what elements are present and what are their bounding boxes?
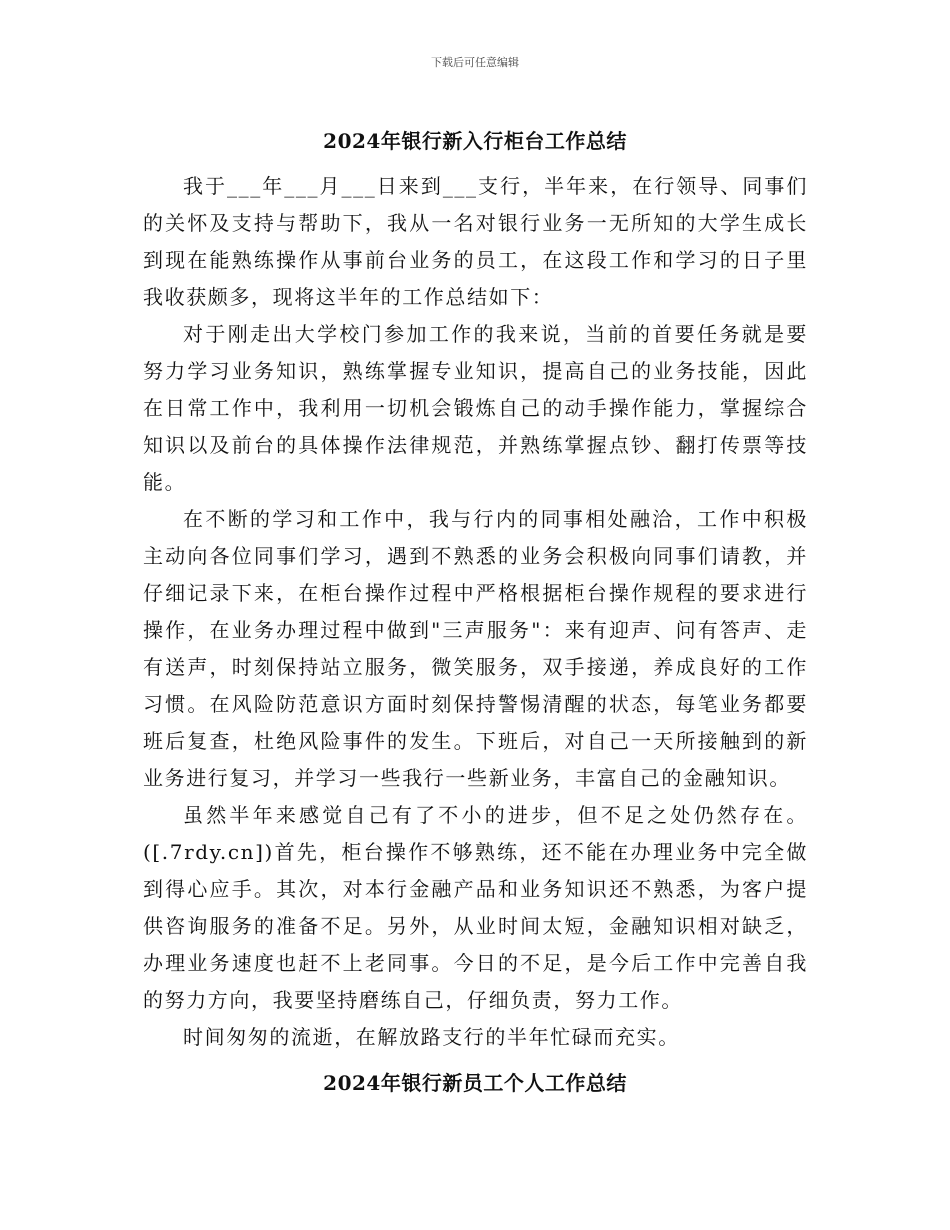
header-note: 下载后可任意编辑 — [431, 56, 519, 69]
document-body — [143, 168, 808, 1056]
paragraph-closing: 时间匆匆的流逝，在解放路支行的半年忙碌而充实。 — [183, 1025, 680, 1049]
paragraph-study: 对于刚走出大学校门参加工作的我来说，当前的首要任务就是要努力学习业务知识，熟练掌握专业知识，提高自己的业务技能，因此在日常工作中，我利用一切机会锻炼自己的动手操作能力，掌握综合知识以及前台的具体操作法律规范，并熟练掌握点钞、翻打传票等技能。 — [143, 322, 808, 494]
paragraph-shortcomings: 虽然半年来感觉自己有了不小的进步，但不足之处仍然存在。([.7rdy.cn])首先，柜台操作不够熟练，还不能在办理业务中完全做到得心应手。其次，对本行金融产品和业务知识还不熟悉，为客户提供咨询服务的准备不足。另外，从业时间太短，金融知识相对缺乏，办理业务速度也赶不上老同事。今日的不足，是今后工作中完善自我的努力方向，我要坚持磨练自己，仔细负责，努力工作。 — [143, 803, 808, 1012]
paragraph-intro: 我于___年___月___日来到___支行，半年来，在行领导、同事们的关怀及支持与帮助下，我从一名对银行业务一无所知的大学生成长到现在能熟练操作从事前台业务的员工，在这段工作和学习的日子里我收获颇多，现将这半年的工作总结如下： — [143, 174, 808, 309]
paragraph-work: 在不断的学习和工作中，我与行内的同事相处融洽，工作中积极主动向各位同事们学习，遇到不熟悉的业务会积极向同事们请教，并仔细记录下来，在柜台操作过程中严格根据柜台操作规程的要求进行操作，在业务办理过程中做到"三声服务"：来有迎声、问有答声、走有送声，时刻保持站立服务，微笑服务，双手接递，养成良好的工作习惯。在风险防范意识方面时刻保持警惕清醒的状态，每笔业务都要班后复查，杜绝风险事件的发生。下班后，对自己一天所接触到的新业务进行复习，并学习一些我行一些新业务，丰富自己的金融知识。 — [143, 507, 808, 790]
document-title: 2024年银行新入行柜台工作总结 — [323, 129, 627, 153]
second-document-title: 2024年银行新员工个人工作总结 — [323, 1071, 627, 1095]
